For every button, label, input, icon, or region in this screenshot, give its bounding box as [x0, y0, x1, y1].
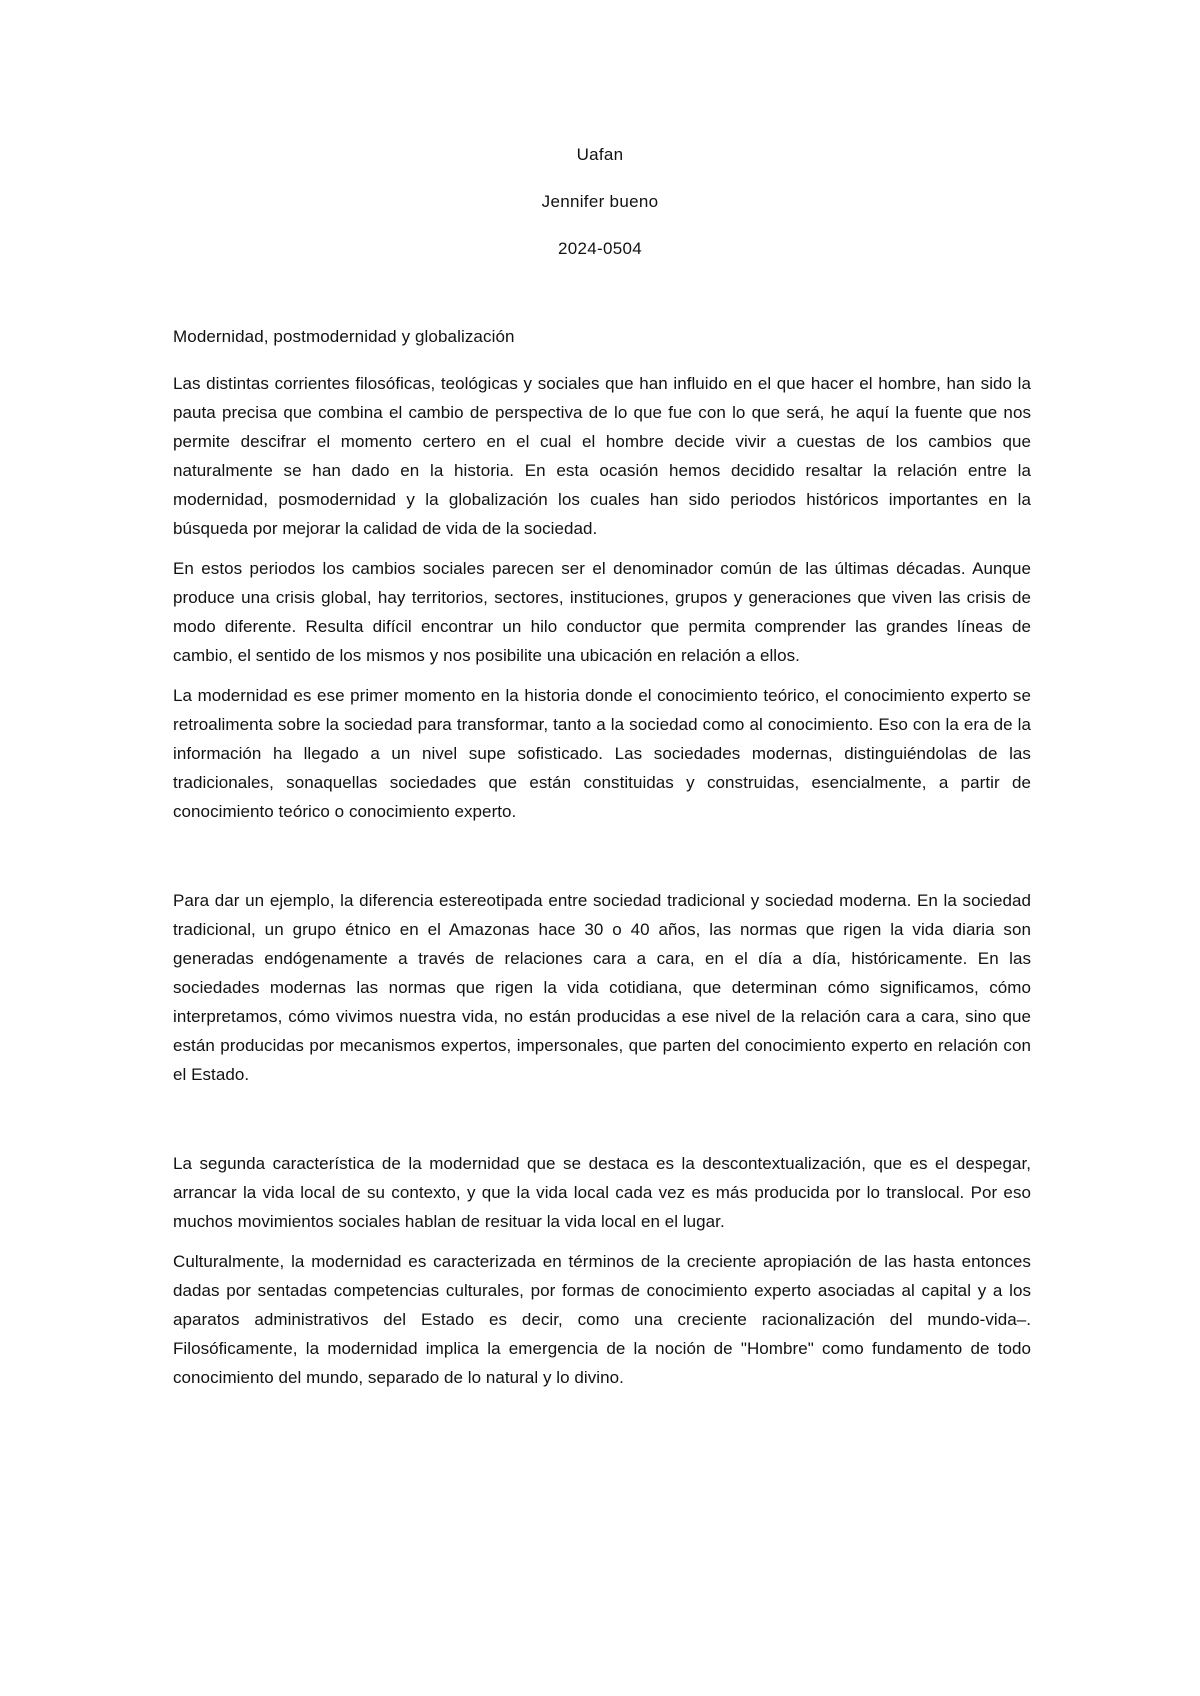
paragraph-social-changes: En estos periodos los cambios sociales parecen ser el denominador común de las últimas décadas. Aunque produce una crisis global, hay territorios, sectores, instituciones, grupos y generaciones que viven las crisis de modo diferente. Resulta difícil encontrar un hilo conductor que permita comprender las grandes líneas de cambio, el sentido de los mismos y nos posibilite una ubicación en relación a ellos.	[173, 559, 1031, 665]
student-id: 2024-0504	[558, 239, 642, 258]
author-name: Jennifer bueno	[541, 192, 659, 211]
paragraph-modernity-definition: La modernidad es ese primer momento en la historia donde el conocimiento teórico, el conocimiento experto se retroalimenta sobre la sociedad para transformar, tanto a la sociedad como al conocimiento. Eso con la era de la información ha llegado a un nivel supe sofisticado. Las sociedades modernas, distinguiéndolas de las tradicionales, sonaquellas sociedades que están constituidas y construidas, esencialmente, a partir de conocimiento teórico o conocimiento experto.	[173, 686, 1031, 821]
paragraph-cultural: Culturalmente, la modernidad es caracterizada en términos de la creciente apropiación de las hasta entonces dadas por sentadas competencias culturales, por formas de conocimiento experto asociadas al capital y a los aparatos administrativos del Estado es decir, como una creciente racionalización del mundo-vida–. Filosóficamente, la modernidad implica la emergencia de la noción de "Hombre" como fundamento de todo conocimiento del mundo, separado de lo natural y lo divino.	[173, 1252, 1031, 1387]
institution-name: Uafan	[576, 145, 624, 164]
document-title: Modernidad, postmodernidad y globalización	[173, 327, 515, 346]
paragraph-decontextualization: La segunda característica de la modernidad que se destaca es la descontextualización, que es el despegar, arrancar la vida local de su contexto, y que la vida local cada vez es más producida por lo translocal. Por eso muchos movimientos sociales hablan de resituar la vida local en el lugar.	[173, 1154, 1031, 1231]
paragraph-example: Para dar un ejemplo, la diferencia estereotipada entre sociedad tradicional y sociedad moderna. En la sociedad tradicional, un grupo étnico en el Amazonas hace 30 o 40 años, las normas que rigen la vida diaria son generadas endógenamente a través de relaciones cara a cara, en el día a día, históricamente. En las sociedades modernas las normas que rigen la vida cotidiana, que determinan cómo significamos, cómo interpretamos, cómo vivimos nuestra vida, no están producidas a ese nivel de la relación cara a cara, sino que están producidas por mecanismos expertos, impersonales, que parten del conocimiento experto en relación con el Estado.	[173, 891, 1031, 1084]
paragraph-intro: Las distintas corrientes filosóficas, teológicas y sociales que han influido en el que hacer el hombre, han sido la pauta precisa que combina el cambio de perspectiva de lo que fue con lo que será, he aquí la fuente que nos permite descifrar el momento certero en el cual el hombre decide vivir a cuestas de los cambios que naturalmente se han dado en la historia. En esta ocasión hemos decidido resaltar la relación entre la modernidad, posmodernidad y la globalización los cuales han sido periodos históricos importantes en la búsqueda por mejorar la calidad de vida de la sociedad.	[173, 374, 1031, 538]
document-body	[173, 322, 1031, 1403]
